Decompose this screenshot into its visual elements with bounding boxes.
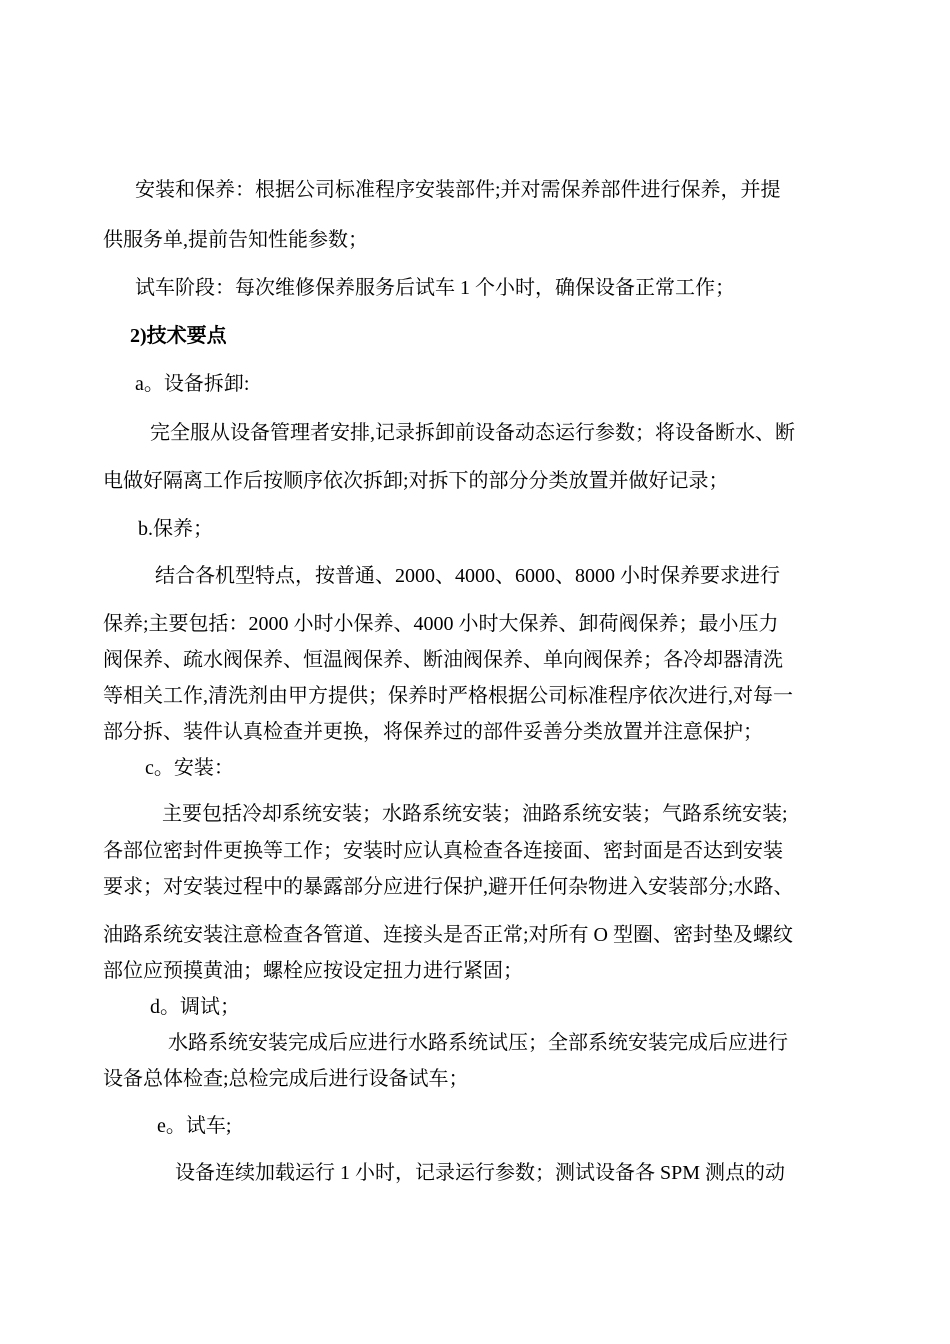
item-c-title: c。安装： bbox=[145, 757, 234, 779]
item-e-body-line-1: 设备连续加载运行 1 小时，记录运行参数；测试设备各 SPM 测点的动 bbox=[175, 1162, 786, 1184]
item-d-title: d。调试； bbox=[150, 996, 240, 1018]
item-b-body-line-1: 结合各机型特点，按普通、2000、4000、6000、8000 小时保养要求进行 bbox=[155, 565, 780, 587]
item-b-body-line-5: 部分拆、装件认真检查并更换，将保养过的部件妥善分类放置并注意保护； bbox=[103, 721, 763, 743]
item-b-body-line-2: 保养;主要包括：2000 小时小保养、4000 小时大保养、卸荷阀保养；最小压力 bbox=[103, 613, 779, 635]
item-a-title: a。设备拆卸: bbox=[135, 373, 250, 395]
item-e-title: e。试车; bbox=[157, 1115, 232, 1137]
paragraph-install-line-1: 安装和保养：根据公司标准程序安装部件;并对需保养部件进行保养，并提 bbox=[135, 179, 781, 201]
item-c-body-line-2: 各部位密封件更换等工作；安装时应认真检查各连接面、密封面是否达到安装 bbox=[103, 840, 783, 862]
item-b-title: b.保养； bbox=[138, 518, 213, 540]
paragraph-test-run: 试车阶段：每次维修保养服务后试车 1 个小时，确保设备正常工作； bbox=[135, 277, 735, 299]
item-a-body-line-2: 电做好隔离工作后按顺序依次拆卸;对拆下的部分分类放置并做好记录； bbox=[103, 470, 729, 492]
item-c-body-line-3: 要求；对安装过程中的暴露部分应进行保护,避开任何杂物进入安装部分;水路、 bbox=[103, 876, 794, 898]
item-d-body-line-1: 水路系统安装完成后应进行水路系统试压；全部系统安装完成后应进行 bbox=[168, 1032, 788, 1054]
item-c-body-line-5: 部位应预摸黄油；螺栓应按设定扭力进行紧固； bbox=[103, 960, 523, 982]
item-b-body-line-4: 等相关工作,清洗剂由甲方提供；保养时严格根据公司标准程序依次进行,对每一 bbox=[103, 685, 793, 707]
section-heading: 2)技术要点 bbox=[130, 325, 227, 347]
item-b-body-line-3: 阀保养、疏水阀保养、恒温阀保养、断油阀保养、单向阀保养；各冷却器清洗 bbox=[103, 649, 783, 671]
item-c-body-line-1: 主要包括冷却系统安装；水路系统安装；油路系统安装；气路系统安装; bbox=[162, 803, 788, 825]
item-d-body-line-2: 设备总体检查;总检完成后进行设备试车； bbox=[103, 1068, 469, 1090]
item-c-body-line-4: 油路系统安装注意检查各管道、连接头是否正常;对所有 O 型圈、密封垫及螺纹 bbox=[103, 924, 793, 946]
paragraph-install-line-2: 供服务单,提前告知性能参数； bbox=[103, 229, 368, 251]
item-a-body-line-1: 完全服从设备管理者安排,记录拆卸前设备动态运行参数；将设备断水、断 bbox=[150, 422, 795, 444]
